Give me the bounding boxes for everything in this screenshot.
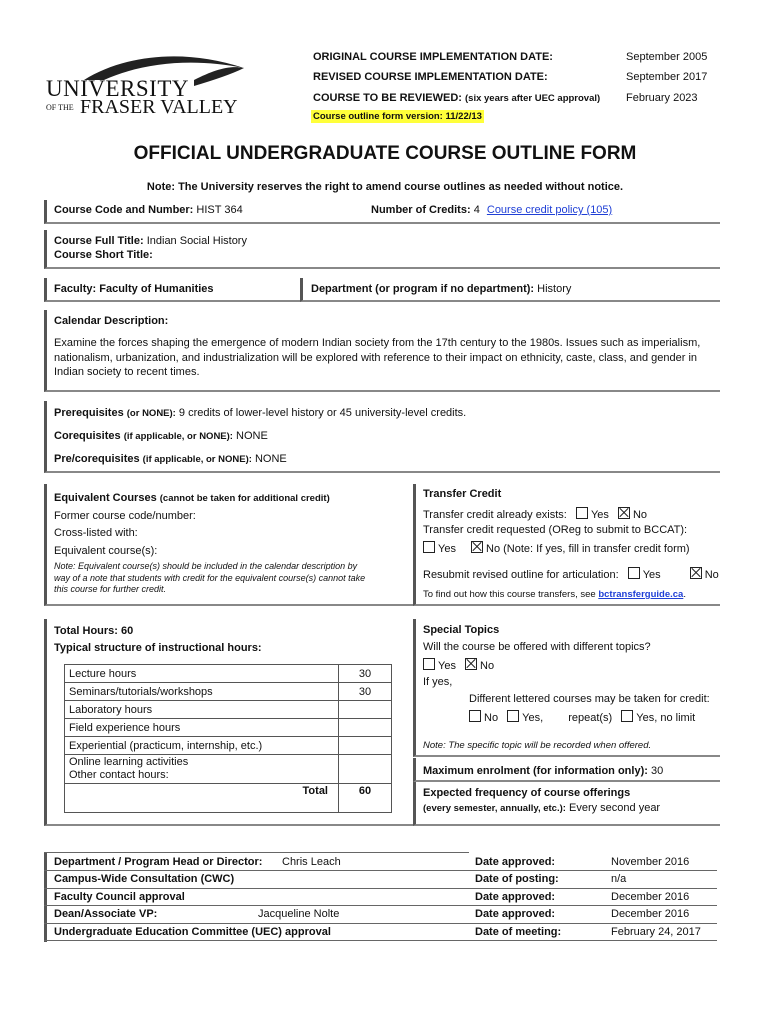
frequency-note: (every semester, annually, etc.): xyxy=(423,803,566,814)
department-value: History xyxy=(537,283,572,295)
hours-row-online: Online learning activities xyxy=(69,756,189,768)
coreq-label: Corequisites xyxy=(54,430,121,442)
form-version xyxy=(311,110,484,122)
transfer-requested-no-note: No (Note: If yes, fill in transfer credit form) xyxy=(486,543,690,555)
approvals-date-rule xyxy=(469,940,717,941)
approval-label: Dean/Associate VP: xyxy=(54,908,158,920)
revised-date-label: REVISED COURSE IMPLEMENTATION DATE: xyxy=(313,71,548,83)
special-topics-yes-checkbox[interactable] xyxy=(423,658,435,670)
total-hours-value: 60 xyxy=(121,625,134,637)
approval-date-label: Date approved: xyxy=(475,891,556,903)
credits-label: Number of Credits: xyxy=(371,204,471,216)
typical-structure-label: Typical structure of instructional hours: xyxy=(54,642,262,654)
logo-of-the: OF THE xyxy=(46,103,74,112)
approvals-date-rule xyxy=(469,870,717,871)
calendar-text xyxy=(54,336,700,380)
table-row xyxy=(65,737,392,755)
original-date-label: ORIGINAL COURSE IMPLEMENTATION DATE: xyxy=(313,51,553,63)
university-logo xyxy=(44,50,249,120)
calendar-line: nationalism, urbanization, and industrialization will be explored with reference to their impact on ethnicity, caste, class, and gender in xyxy=(54,351,698,364)
review-date-note: (six years after UEC approval) xyxy=(465,93,601,104)
calendar-line: Examine the forces shaping the emergence of modern Indian society from the 17th century to the 1980s. Issues such as imperialism, xyxy=(54,337,701,349)
precoreq-row xyxy=(54,453,287,465)
approval-date-label: Date approved: xyxy=(475,856,556,868)
max-enrolment-value: 30 xyxy=(650,765,664,777)
course-code-row xyxy=(54,204,243,216)
approval-date: December 2016 xyxy=(611,908,690,920)
approvals-rule xyxy=(44,888,469,889)
equivalent-footnote-line: way of a note that students with credit for the equivalent course(s) cannot take xyxy=(54,572,366,583)
hours-row-name: Laboratory hours xyxy=(65,701,339,719)
transfer-requested-row xyxy=(417,541,690,555)
hours-row-value xyxy=(339,701,392,719)
special-if-yes: If yes, xyxy=(423,676,453,688)
review-date-value: February 2023 xyxy=(626,92,698,104)
resubmit-no-checkbox[interactable] xyxy=(690,567,702,579)
hours-row-name xyxy=(65,755,339,784)
review-date-row xyxy=(313,92,600,104)
transfer-requested-label: Transfer credit requested (OReg to submit to BCCAT): xyxy=(423,524,688,536)
lettered-no-limit-label: Yes, no limit xyxy=(636,712,696,724)
approval-label: Undergraduate Education Committee (UEC) approval xyxy=(54,926,331,938)
transfer-exists-yes-checkbox[interactable] xyxy=(576,507,588,519)
special-topics-no-label: No xyxy=(480,660,495,672)
equivalent-label: Equivalent Courses xyxy=(54,492,157,504)
precoreq-label: Pre/corequisites xyxy=(54,453,140,465)
approvals-date-rule xyxy=(469,923,717,924)
table-row xyxy=(65,665,392,683)
course-code-label: Course Code and Number: xyxy=(54,204,194,216)
approval-name: Jacqueline Nolte xyxy=(258,908,340,920)
transfer-guide-link[interactable]: bctransferguide.ca xyxy=(598,589,684,600)
hours-row-name: Lecture hours xyxy=(65,665,339,683)
transfer-exists-row xyxy=(423,507,647,521)
equivalent-note: (cannot be taken for additional credit) xyxy=(159,493,330,504)
transfer-label: Transfer Credit xyxy=(423,488,502,500)
special-topics-yes-label: Yes xyxy=(438,660,456,672)
approvals-date-rule xyxy=(469,888,717,889)
lettered-repeat-label: repeat(s) xyxy=(568,712,613,724)
approvals-top-rule xyxy=(44,852,469,853)
approval-label: Campus-Wide Consultation (CWC) xyxy=(54,873,235,885)
revised-date-value: September 2017 xyxy=(626,71,708,83)
department-label: Department (or program if no department): xyxy=(311,283,535,295)
table-row xyxy=(65,683,392,701)
short-title-label: Course Short Title: xyxy=(54,249,153,261)
hours-row-name: Seminars/tutorials/workshops xyxy=(65,683,339,701)
special-lettered-options xyxy=(463,710,695,724)
transfer-guide-period: . xyxy=(683,589,686,600)
cross-listed-label: Cross-listed with: xyxy=(54,527,138,539)
lettered-yes-checkbox[interactable] xyxy=(507,710,519,722)
coreq-note: (if applicable, or NONE): xyxy=(123,431,233,442)
hours-row-value: 30 xyxy=(339,683,392,701)
full-title-row xyxy=(54,235,247,247)
logo-university: UNIVERSITY xyxy=(46,76,189,101)
equivalent-courses-label: Equivalent course(s): xyxy=(54,545,158,557)
total-hours-row xyxy=(54,625,133,637)
hours-row-value xyxy=(339,755,392,784)
approval-date: November 2016 xyxy=(611,856,690,868)
lettered-no-checkbox[interactable] xyxy=(469,710,481,722)
former-course-label: Former course code/number: xyxy=(54,510,196,522)
approvals-rule xyxy=(44,905,469,906)
special-topics-no-checkbox[interactable] xyxy=(465,658,477,670)
max-enrolment-label: Maximum enrolment (for information only): xyxy=(423,765,648,777)
lettered-no-limit-checkbox[interactable] xyxy=(621,710,633,722)
frequency-value: Every second year xyxy=(569,802,661,814)
faculty-label: Faculty: xyxy=(54,283,97,295)
approval-date: n/a xyxy=(611,873,627,885)
equivalent-heading xyxy=(54,492,330,504)
credits-row xyxy=(371,204,612,216)
resubmit-label: Resubmit revised outline for articulation: xyxy=(423,569,619,581)
approval-date-label: Date of posting: xyxy=(475,873,559,885)
coreq-value: NONE xyxy=(236,430,268,442)
form-version-text: Course outline form version: 11/22/13 xyxy=(313,111,482,122)
equivalent-footnote-line: this course for further credit. xyxy=(54,584,167,594)
approvals-rule xyxy=(44,870,469,871)
transfer-exists-no-label: No xyxy=(632,509,648,521)
lettered-yes-label: Yes, xyxy=(522,712,544,724)
lettered-no-label: No xyxy=(484,712,499,724)
transfer-requested-yes-checkbox[interactable] xyxy=(423,541,435,553)
approval-date-label: Date of meeting: xyxy=(475,926,562,938)
approval-date: February 24, 2017 xyxy=(611,926,701,938)
transfer-exists-label: Transfer credit already exists: xyxy=(423,509,567,521)
transfer-exists-no-checkbox[interactable] xyxy=(618,507,630,519)
transfer-guide-text: To find out how this course transfers, see xyxy=(423,589,596,600)
total-hours-label: Total Hours: xyxy=(54,625,118,637)
calendar-line: Indian society to recent times. xyxy=(54,366,200,378)
special-topics-box xyxy=(413,619,720,757)
hours-row-other: Other contact hours: xyxy=(69,769,169,781)
precoreq-note: (if applicable, or NONE): xyxy=(142,454,252,465)
approval-label: Faculty Council approval xyxy=(54,891,185,903)
prereq-note: (or NONE): xyxy=(126,408,176,419)
full-title-value: Indian Social History xyxy=(146,235,247,247)
transfer-guide-row xyxy=(423,589,686,600)
frequency-row xyxy=(423,802,660,814)
table-row xyxy=(65,755,392,784)
prereq-value: 9 credits of lower-level history or 45 university-level credits. xyxy=(178,407,467,419)
credit-policy-link[interactable]: Course credit policy (105) xyxy=(486,204,613,216)
review-date-label: COURSE TO BE REVIEWED: xyxy=(313,92,462,104)
approval-label: Department / Program Head or Director: xyxy=(54,856,263,868)
faculty-value: Faculty of Humanities xyxy=(99,283,214,295)
prereq-row xyxy=(54,407,466,419)
frequency-label: Expected frequency of course offerings xyxy=(423,787,631,799)
precoreq-value: NONE xyxy=(254,453,287,465)
credits-value: 4 xyxy=(473,204,480,216)
faculty-row xyxy=(54,283,214,295)
hours-total-label: Total xyxy=(65,784,339,813)
hours-table xyxy=(64,664,392,813)
approval-date-label: Date approved: xyxy=(475,908,556,920)
special-topics-note: Note: The specific topic will be recorded when offered. xyxy=(423,740,652,751)
table-row xyxy=(65,701,392,719)
prereq-label: Prerequisites xyxy=(54,407,124,419)
equivalent-footnote-line: Note: Equivalent course(s) should be included in the calendar description by xyxy=(54,561,358,571)
equivalent-footnote xyxy=(54,561,365,596)
table-row xyxy=(65,719,392,737)
resubmit-yes-checkbox[interactable] xyxy=(628,567,640,579)
approval-date: December 2016 xyxy=(611,891,690,903)
max-enrolment-row xyxy=(423,765,663,777)
resubmit-row xyxy=(423,567,719,581)
hours-row-name: Experiential (practicum, internship, etc.) xyxy=(65,737,339,755)
table-row xyxy=(65,784,392,813)
calendar-label: Calendar Description: xyxy=(54,315,169,327)
hours-row-value xyxy=(339,737,392,755)
original-date-value: September 2005 xyxy=(626,51,708,63)
approval-name: Chris Leach xyxy=(282,856,341,868)
special-topics-answer-row xyxy=(417,658,494,672)
hours-row-value xyxy=(339,719,392,737)
coreq-row xyxy=(54,430,268,442)
special-topics-question: Will the course be offered with different topics? xyxy=(423,641,651,653)
transfer-requested-yes-label: Yes xyxy=(438,543,456,555)
approvals-rule xyxy=(44,923,469,924)
transfer-exists-yes-label: Yes xyxy=(590,509,609,521)
special-topics-label: Special Topics xyxy=(423,624,500,636)
department-row xyxy=(311,283,571,295)
resubmit-no-label: No xyxy=(704,569,719,581)
approvals-rule xyxy=(44,940,469,941)
hours-total-value: 60 xyxy=(339,784,392,813)
page-title: OFFICIAL UNDERGRADUATE COURSE OUTLINE FORM xyxy=(133,143,637,164)
logo-fraser-valley: FRASER VALLEY xyxy=(80,96,238,118)
hours-row-value: 30 xyxy=(339,665,392,683)
transfer-requested-no-checkbox[interactable] xyxy=(471,541,483,553)
resubmit-yes-label: Yes xyxy=(642,569,661,581)
hours-row-name: Field experience hours xyxy=(65,719,339,737)
full-title-label: Course Full Title: xyxy=(54,235,144,247)
course-code-value: HIST 364 xyxy=(196,204,243,216)
amend-note: Note: The University reserves the right to amend course outlines as needed without notice. xyxy=(146,181,624,193)
approvals-date-rule xyxy=(469,905,717,906)
approvals-left-rule xyxy=(44,852,47,942)
special-lettered: Different lettered courses may be taken for credit: xyxy=(469,693,710,705)
